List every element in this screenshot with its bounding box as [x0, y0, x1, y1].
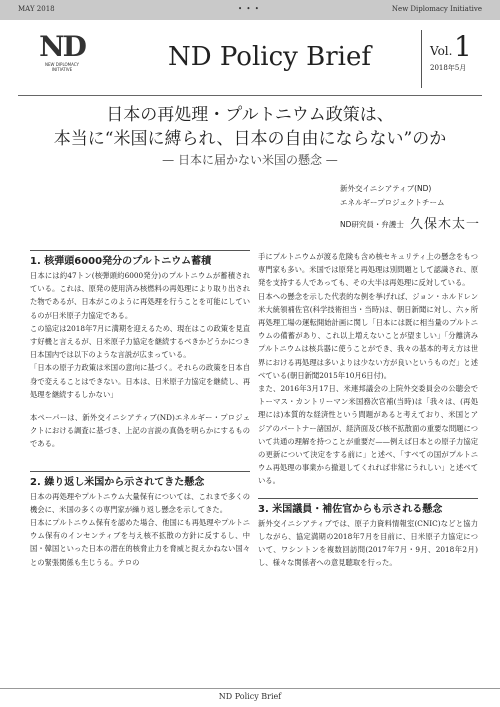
headline-line-1: 日本の再処理・プルトニウム政策は、	[106, 105, 394, 125]
section-1-para-1: 日本には約47トン(核弾頭約6000発分)のプルトニウムが蓄積されている。これは、原発の使用済み核燃料の再処理により取り出された物であるが、日本がこのように再処理を行うことを可能にしているのが日米原子力協定である。	[30, 271, 250, 320]
right-para-2: 日本への懸念を示した代表的な例を挙げれば、ジョン・ホルドレン米大統領補佐官(科学技術担当・当時)は、朝日新聞に対し、六ヶ所再処理工場の運転開始計画に関し「日本には既に相当量のプルトニウムの備蓄があり、これ以上増えないことが望ましい」「分離済みプルトニウムは核兵器に使うことができ、我々の基本的考え方は世界における再処理は多いよりは少ない方が良いというものだ」と述べている(朝日新聞2015年10月6日付)。	[258, 291, 478, 380]
logo-sub-line1: NEW DIPLOMACY	[45, 62, 79, 67]
issue-month: MAY 2018	[18, 5, 55, 13]
publication-title: ND Policy Brief	[168, 42, 371, 72]
masthead	[18, 30, 482, 88]
author-name: 久保木太一	[410, 217, 481, 232]
section-1-para-3: 本ペーパーは、新外交イニシアティブ(ND)エネルギー・プロジェクトにおける調査に基づき、上記の言説の真偽を明らかにするものである。	[30, 413, 250, 449]
volume-box	[421, 30, 482, 88]
section-2-para-1: 日本の再処理やプルトニウム大量保有については、これまで多くの機会に、米国の多くの専門家が繰り返し懸念を示してきた。	[30, 491, 250, 514]
right-column	[258, 250, 478, 569]
logo-sub-line2: INITIATIVE	[51, 67, 73, 72]
nd-logo	[32, 32, 92, 72]
footer-rule	[0, 688, 500, 689]
volume-date: 2018年5月	[430, 64, 467, 72]
top-banner	[0, 0, 500, 20]
author-org: 新外交イニシアティブ(ND)	[340, 184, 432, 193]
right-para-3: また、2016年3月17日、米連邦議会の上院外交委員会の公聴会でトーマス・カントリーマン米国務次官補(当時)は「我々は、(再処理には)本質的な経済性という問題があると考えており、米国とアジアのパートナー諸国が、経済面及び核不拡散面の重要な問題について共通の理解を持つことが重要だ——例えば日本との原子力協定の更新について決定をする前に」と述べ、「すべての国がプルトニウム再処理の事業から撤退してくれれば非常にうれしい」と述べている。	[258, 384, 478, 486]
volume-number: 1	[454, 30, 472, 63]
section-3-title: 3. 米国議員・補佐官からも示される懸念	[258, 498, 478, 517]
section-1-title: 1. 核弾頭6000発分のプルトニウム蓄積	[30, 250, 250, 269]
logo-mark: ND	[39, 30, 85, 63]
banner-dots: • • •	[238, 5, 260, 13]
masthead-rule	[18, 95, 482, 96]
page-footer: ND Policy Brief	[218, 692, 282, 701]
author-role: ND研究員・弁護士	[340, 220, 404, 229]
volume-label: Vol.	[430, 44, 453, 58]
author-team: エネルギープロジェクトチーム	[340, 198, 445, 207]
section-3-para-1: 新外交イニシアティブでは、原子力資料情報室(CNIC)などと協力しながら、協定満期の2018年7月を目前に、日米原子力協定について、ワシントンを複数回訪問(2017年7月・9月、2018年2月)し、様々な関係者への意見聴取を行った。	[258, 518, 478, 568]
section-2-para-2: 日本にプルトニウム保有を認めた場合、他国にも再処理やプルトニウム保有のインセンティブを与え核不拡散の方針に反するし、中国・韓国といった日本の潜在的核脅止力を脅威と捉えかねない国々との緊張関係も生じうる。テロの	[30, 518, 250, 567]
left-column	[30, 250, 250, 569]
section-1-quote: 「日本の原子力政策は米国の意向に基づく。それらの政策を日本自身で変えることはできない。日本は、日米原子力協定を継続し、再処理を継続するしかない」	[30, 363, 250, 399]
section-2-title: 2. 繰り返し米国から示されてきた懸念	[30, 471, 250, 490]
org-name: New Diplomacy Initiative	[391, 5, 482, 13]
section-1-para-2: この協定は2018年7月に満期を迎えるため、現在はこの政策を見直す好機と言えるが、日米原子力協定を継続するべきかどうかにつき日本国内では以下のような言説が広まっている。	[30, 323, 250, 360]
headline-subtitle: — 日本に届かない米国の懸念 —	[162, 153, 338, 167]
headline-line-2: 本当に“米国に縛られ、日本の自由にならない”のか	[53, 129, 447, 149]
right-para-1: 手にプルトニウムが渡る危険も含め核セキュリティ上の懸念をもつ専門家も多い。米国では原発と再処理は別問題として認識され、原発を支持する人であっても、その大半は再処理に反対している。	[258, 252, 478, 288]
